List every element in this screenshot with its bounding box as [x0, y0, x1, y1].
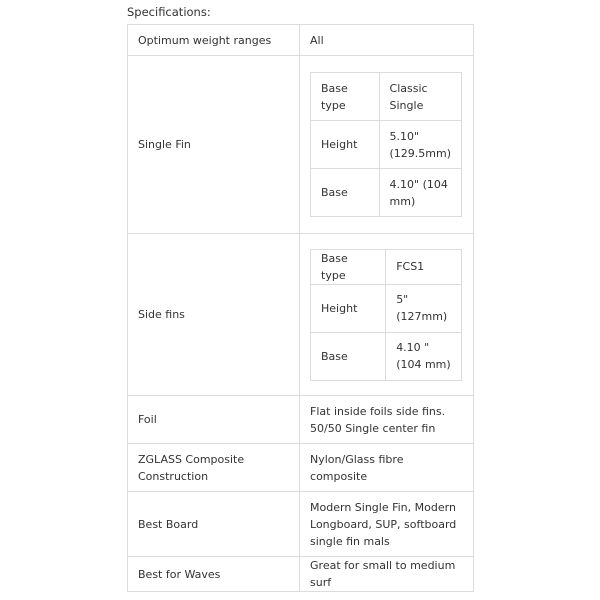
- single-fin-subtable: [310, 72, 462, 217]
- spec-value: Flat inside foils side fins. 50/50 Single center fin: [300, 396, 474, 444]
- subtable-row: [311, 249, 462, 284]
- subtable-key: Base: [311, 332, 386, 380]
- subtable-value: 5.10" (129.5mm): [379, 121, 462, 169]
- subtable-value: 5" (127mm): [386, 284, 462, 332]
- subtable-row: [311, 284, 462, 332]
- spec-row-side-fins: [128, 234, 474, 396]
- subtable-value: Classic Single: [379, 73, 462, 121]
- spec-value-nested: [300, 234, 474, 396]
- spec-value: Modern Single Fin, Modern Longboard, SUP, softboard single fin mals: [300, 492, 474, 557]
- subtable-key: Base type: [311, 73, 380, 121]
- spec-row-best-board: [128, 492, 474, 557]
- spec-key: Optimum weight ranges: [128, 25, 300, 56]
- spec-key: Best for Waves: [128, 557, 300, 592]
- spec-key: Foil: [128, 396, 300, 444]
- subtable-key: Base: [311, 169, 380, 217]
- spec-row-weight: [128, 25, 474, 56]
- spec-value-nested: [300, 56, 474, 234]
- specifications-table: [127, 24, 474, 592]
- specifications-heading: Specifications:: [127, 5, 211, 19]
- subtable-row: [311, 73, 462, 121]
- spec-key: Best Board: [128, 492, 300, 557]
- spec-row-single-fin: [128, 56, 474, 234]
- subtable-key: Base type: [311, 249, 386, 284]
- spec-row-best-waves: [128, 557, 474, 592]
- spec-row-foil: [128, 396, 474, 444]
- subtable-row: [311, 332, 462, 380]
- subtable-value: 4.10 " (104 mm): [386, 332, 462, 380]
- spec-key: Side fins: [128, 234, 300, 396]
- subtable-key: Height: [311, 121, 380, 169]
- subtable-row: [311, 121, 462, 169]
- subtable-value: 4.10" (104 mm): [379, 169, 462, 217]
- subtable-row: [311, 169, 462, 217]
- subtable-key: Height: [311, 284, 386, 332]
- side-fins-subtable: [310, 249, 462, 381]
- spec-value: Nylon/Glass fibre composite: [300, 444, 474, 492]
- spec-value: Great for small to medium surf: [300, 557, 474, 592]
- subtable-value: FCS1: [386, 249, 462, 284]
- spec-row-zglass: [128, 444, 474, 492]
- spec-key: ZGLASS Composite Construction: [128, 444, 300, 492]
- spec-value: All: [300, 25, 474, 56]
- spec-key: Single Fin: [128, 56, 300, 234]
